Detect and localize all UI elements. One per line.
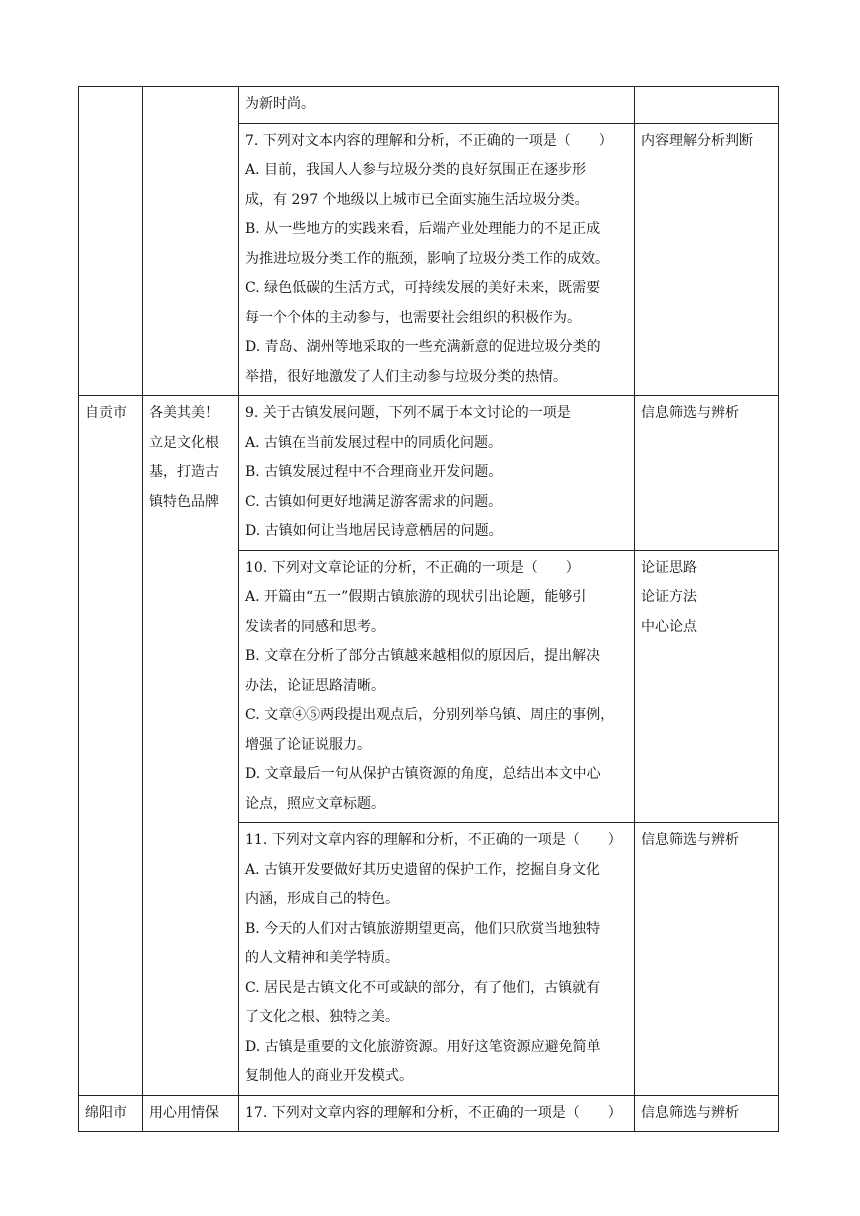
- question-line: B. 今天的人们对古镇旅游期望更高，他们只欣赏当地独特: [245, 920, 601, 937]
- question-line: D. 青岛、湖州等地采取的一些充满新意的促进垃圾分类的: [245, 339, 601, 355]
- skill-line: 信息筛选与辨析: [641, 405, 739, 421]
- question-line: C. 文章④⑤两段提出观点后，分别列举乌镇、周庄的事例，: [245, 707, 615, 723]
- city-cell: [79, 396, 143, 1096]
- question-line: A. 开篇由“五一”假期古镇旅游的现状引出论题，能够引: [245, 589, 587, 605]
- city-name: 绵阳市: [85, 1104, 127, 1121]
- topic-cell: [143, 1095, 239, 1132]
- skill-cell: [635, 1095, 779, 1132]
- question-line: D. 文章最后一句从保护古镇资源的角度，总结出本文中心: [245, 766, 601, 782]
- question-cell: [239, 1095, 635, 1132]
- question-line: B. 文章在分析了部分古镇越来越相似的原因后，提出解决: [245, 648, 601, 664]
- question-line: 17. 下列对文章内容的理解和分析，不正确的一项是（ ）: [245, 1104, 622, 1121]
- question-line: 的人文精神和美学特质。: [245, 950, 399, 966]
- question-line: 为新时尚。: [245, 96, 315, 112]
- topic-line: 用心用情保: [149, 1104, 219, 1121]
- question-cell: [239, 123, 635, 396]
- topic-line: 基，打造古: [149, 464, 219, 480]
- question-line: 举措，很好地激发了人们主动参与垃圾分类的热情。: [245, 368, 567, 385]
- question-line: B. 古镇发展过程中不合理商业开发问题。: [245, 464, 503, 480]
- question-line: C. 古镇如何更好地满足游客需求的问题。: [245, 493, 503, 510]
- skill-cell: [635, 123, 779, 396]
- table-row: [79, 1095, 779, 1132]
- question-line: 复制他人的商业开发模式。: [245, 1068, 413, 1084]
- skill-cell: [635, 823, 779, 1096]
- city-cell: [79, 87, 143, 396]
- question-line: 每一个个体的主动参与，也需要社会组织的积极作为。: [245, 309, 581, 326]
- question-line: C. 绿色低碳的生活方式，可持续发展的美好未来，既需要: [245, 280, 601, 296]
- skill-line: 中心论点: [641, 618, 697, 635]
- question-line: 9. 关于古镇发展问题，下列不属于本文讨论的一项是: [245, 405, 571, 421]
- question-line: A. 目前，我国人人参与垃圾分类的良好氛围正在逐步形: [245, 162, 587, 178]
- question-line: 办法，论证思路清晰。: [245, 677, 385, 694]
- skill-cell: [635, 396, 779, 551]
- question-line: 增强了论证说服力。: [245, 736, 371, 753]
- skill-line: 论证方法: [641, 589, 697, 605]
- question-cell: [239, 396, 635, 551]
- topic-line: 镇特色品牌: [149, 493, 219, 510]
- question-line: 发读者的同感和思考。: [245, 618, 385, 635]
- question-line: D. 古镇是重要的文化旅游资源。用好这笔资源应避免简单: [245, 1038, 601, 1055]
- question-line: 7. 下列对文本内容的理解和分析，不正确的一项是（ ）: [245, 132, 613, 149]
- table-row: [79, 87, 779, 124]
- question-line: D. 古镇如何让当地居民诗意栖居的问题。: [245, 523, 503, 539]
- topic-line: 立足文化根: [149, 434, 219, 451]
- question-line: B. 从一些地方的实践来看，后端产业处理能力的不足正成: [245, 221, 601, 237]
- question-line: A. 古镇在当前发展过程中的同质化问题。: [245, 434, 503, 451]
- question-line: 成，有 297 个地级以上城市已全面实施生活垃圾分类。: [245, 191, 589, 208]
- skill-line: 论证思路: [641, 559, 697, 576]
- skill-line: 内容理解分析判断: [641, 132, 753, 149]
- question-line: 为推进垃圾分类工作的瓶颈，影响了垃圾分类工作的成效。: [245, 250, 609, 267]
- city-name: 自贡市: [85, 405, 127, 421]
- question-line: 内涵，形成自己的特色。: [245, 891, 399, 907]
- question-line: A. 古镇开发要做好其历史遗留的保护工作，挖掘自身文化: [245, 861, 601, 878]
- table-row: [79, 396, 779, 551]
- question-line: C. 居民是古镇文化不可或缺的部分，有了他们，古镇就有: [245, 979, 601, 996]
- skill-cell: [635, 550, 779, 823]
- skill-cell: [635, 87, 779, 124]
- question-cell: [239, 823, 635, 1096]
- topic-cell: [143, 87, 239, 396]
- question-line: 了文化之根、独特之美。: [245, 1009, 399, 1025]
- question-line: 10. 下列对文章论证的分析，不正确的一项是（ ）: [245, 559, 580, 576]
- topic-cell: [143, 396, 239, 1096]
- question-cell: [239, 87, 635, 124]
- skill-line: 信息筛选与辨析: [641, 832, 739, 848]
- topic-line: 各美其美！: [149, 405, 219, 421]
- question-cell: [239, 550, 635, 823]
- question-line: 论点，照应文章标题。: [245, 795, 385, 812]
- skill-line: 信息筛选与辨析: [641, 1104, 739, 1121]
- city-cell: [79, 1095, 143, 1132]
- question-line: 11. 下列对文章内容的理解和分析，不正确的一项是（ ）: [245, 832, 622, 848]
- exam-analysis-table: [78, 86, 779, 1132]
